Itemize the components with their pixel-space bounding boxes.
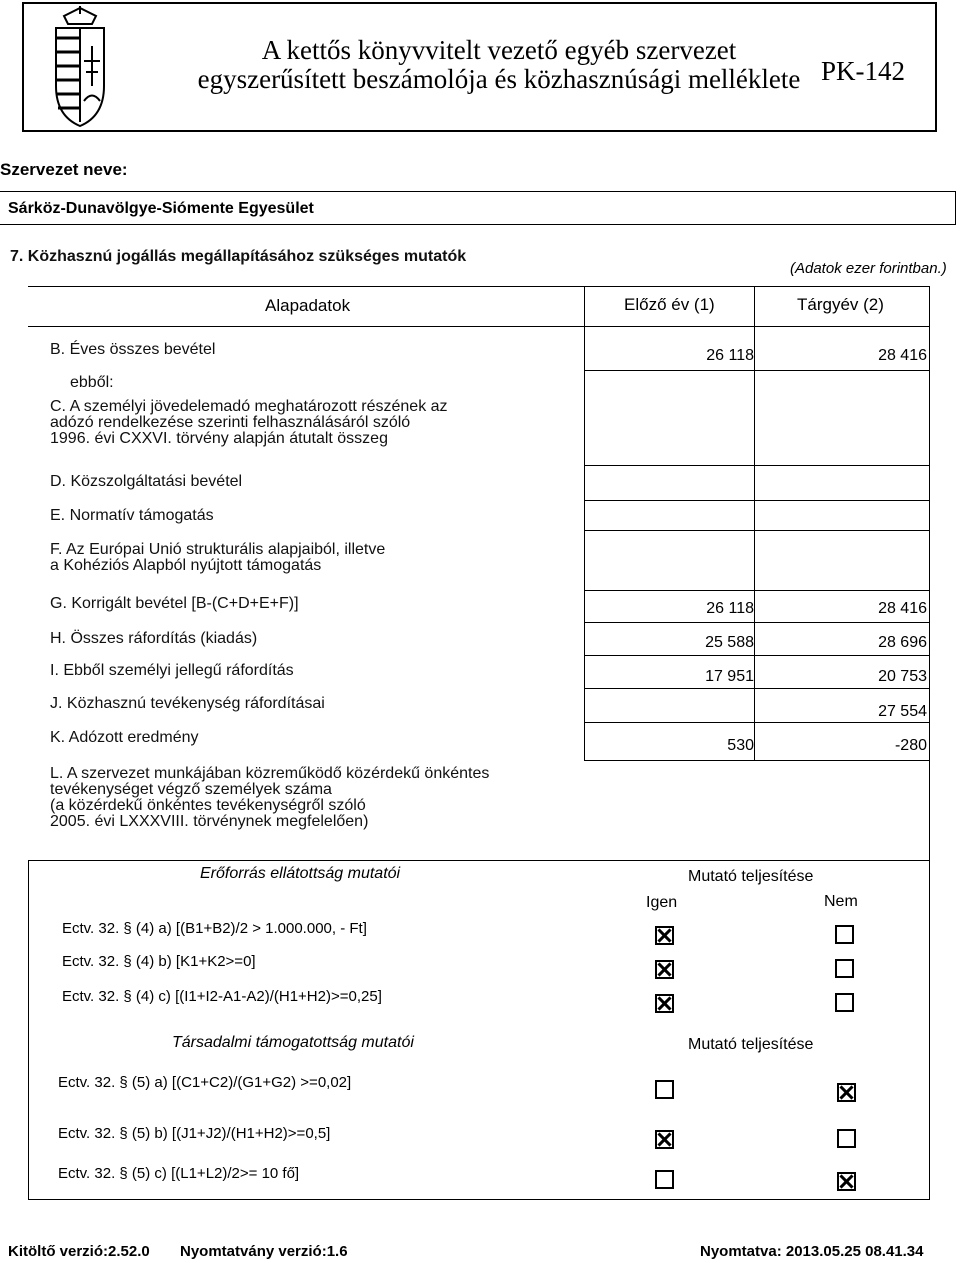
form-header <box>22 2 937 132</box>
row-divider <box>584 688 930 689</box>
printed-timestamp: Nyomtatva: 2013.05.25 08.41.34 <box>700 1243 924 1260</box>
social-item-label: Ectv. 32. § (5) c) [(L1+L2)/2>= 10 fő] <box>58 1165 300 1182</box>
row-label-line4: 2005. évi LXXXVIII. törvénynek megfelelően) <box>50 813 369 830</box>
row-label: H. Összes ráfordítás (kiadás) <box>50 630 258 647</box>
resource-item-3-no-checkbox[interactable] <box>835 993 854 1012</box>
row-label: ebből: <box>70 374 114 391</box>
social-item-1-no-checkbox[interactable] <box>837 1083 856 1102</box>
row-curr-value: 28 416 <box>878 347 927 364</box>
col-header-basic: Alapadatok <box>265 296 351 315</box>
row-label: K. Adózott eredmény <box>50 729 199 746</box>
resource-item-label: Ectv. 32. § (4) c) [(I1+I2-A1-A2)/(H1+H2)>=0,25] <box>62 988 382 1005</box>
row-divider <box>584 655 930 656</box>
resource-item-label: Ectv. 32. § (4) a) [(B1+B2)/2 > 1.000.000, - Ft] <box>62 920 367 937</box>
row-label-line3: 1996. évi CXXVI. törvény alapján átutalt összeg <box>50 430 388 447</box>
row-divider <box>584 622 930 623</box>
row-prev-value: 17 951 <box>705 668 754 685</box>
row-curr-value: 28 696 <box>878 634 927 651</box>
resource-item-2-yes-checkbox[interactable] <box>655 960 674 979</box>
row-label: L. A szervezet munkájában közreműködő közérdekű önkéntes <box>50 765 490 782</box>
form-title-line1: A kettős könyvvitelt vezető egyéb szervezet <box>261 35 737 65</box>
resource-item-3-yes-checkbox[interactable] <box>655 994 674 1013</box>
row-curr-value: -280 <box>894 737 927 754</box>
org-name-label: Szervezet neve: <box>0 160 128 179</box>
row-label: D. Közszolgáltatási bevétel <box>50 473 243 490</box>
col-header-prev: Előző év (1) <box>624 295 715 314</box>
row-prev-value: 26 118 <box>706 347 754 364</box>
row-divider <box>584 465 930 466</box>
row-divider <box>584 500 930 501</box>
row-label: G. Korrigált bevétel [B-(C+D+E+F)] <box>50 595 299 612</box>
resource-perf-title: Mutató teljesítése <box>688 868 814 885</box>
col-header-curr: Tárgyév (2) <box>797 295 884 314</box>
social-item-3-no-checkbox[interactable] <box>837 1172 856 1191</box>
row-divider <box>584 722 930 723</box>
row-prev-value: 25 588 <box>705 634 754 651</box>
social-item-label: Ectv. 32. § (5) a) [(C1+C2)/(G1+G2) >=0,02] <box>58 1074 352 1091</box>
social-item-3-yes-checkbox[interactable] <box>655 1170 674 1189</box>
row-divider <box>584 760 930 761</box>
row-label-line2: a Kohéziós Alapból nyújtott támogatás <box>50 557 322 574</box>
indicator-checks-box <box>28 860 930 1200</box>
resource-section-title: Erőforrás ellátottság mutatói <box>200 865 401 882</box>
col-divider <box>584 286 585 326</box>
yes-header: Igen <box>646 894 678 911</box>
row-label: C. A személyi jövedelemadó meghatározott részének az <box>50 398 448 415</box>
row-label: B. Éves összes bevétel <box>50 341 216 358</box>
unit-note: (Adatok ezer forintban.) <box>790 260 947 277</box>
coat-of-arms-icon <box>34 6 126 130</box>
form-code: PK-142 <box>820 56 905 86</box>
row-curr-value: 28 416 <box>878 600 927 617</box>
row-label: J. Közhasznú tevékenység ráfordításai <box>50 695 325 712</box>
form-title-line2: egyszerűsített beszámolója és közhasznúsági melléklete <box>197 64 801 94</box>
col-divider <box>754 286 755 326</box>
row-label-line2: adózó rendelkezése szerinti felhasználásáról szóló <box>50 414 411 431</box>
resource-item-label: Ectv. 32. § (4) b) [K1+K2>=0] <box>62 953 256 970</box>
filler-version: Kitöltő verzió:2.52.0 <box>8 1243 150 1260</box>
row-label-line2: tevékenységet végző személyek száma <box>50 781 332 798</box>
row-label: F. Az Európai Unió strukturális alapjaiból, illetve <box>50 541 386 558</box>
row-label: I. Ebből személyi jellegű ráfordítás <box>50 662 294 679</box>
social-perf-title: Mutató teljesítése <box>688 1036 814 1053</box>
row-prev-value: 26 118 <box>706 600 754 617</box>
resource-item-1-no-checkbox[interactable] <box>835 925 854 944</box>
col-divider <box>584 326 585 760</box>
row-label-line3: (a közérdekű önkéntes tevékenységről szóló <box>50 797 366 814</box>
row-curr-value: 27 554 <box>878 703 927 720</box>
social-section-title: Társadalmi támogatottság mutatói <box>172 1034 414 1051</box>
social-item-2-yes-checkbox[interactable] <box>655 1130 674 1149</box>
form-version: Nyomtatvány verzió:1.6 <box>180 1243 348 1260</box>
resource-item-1-yes-checkbox[interactable] <box>655 926 674 945</box>
social-item-2-no-checkbox[interactable] <box>837 1129 856 1148</box>
row-curr-value: 20 753 <box>878 668 927 685</box>
no-header: Nem <box>824 893 858 910</box>
row-label: E. Normatív támogatás <box>50 507 214 524</box>
row-prev-value: 530 <box>727 737 754 754</box>
social-item-label: Ectv. 32. § (5) b) [(J1+J2)/(H1+H2)>=0,5] <box>58 1125 331 1142</box>
org-name-value: Sárköz-Dunavölgye-Siómente Egyesület <box>8 200 314 217</box>
row-divider <box>28 326 930 327</box>
resource-item-2-no-checkbox[interactable] <box>835 959 854 978</box>
row-divider <box>584 370 930 371</box>
form-title <box>154 36 844 94</box>
col-divider <box>754 326 755 760</box>
social-item-1-yes-checkbox[interactable] <box>655 1080 674 1099</box>
row-divider <box>584 530 930 531</box>
row-divider <box>584 590 930 591</box>
section-title: 7. Közhasznú jogállás megállapításához szükséges mutatók <box>10 248 467 265</box>
